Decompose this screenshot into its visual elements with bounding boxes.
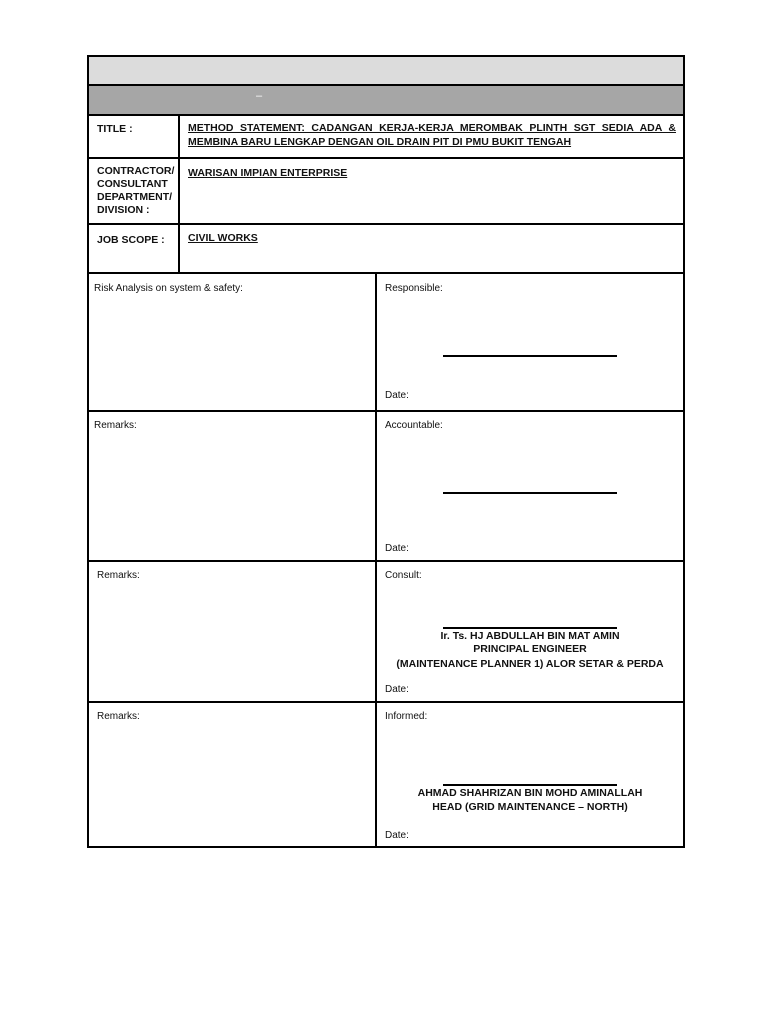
title-value: METHOD STATEMENT: CADANGAN KERJA-KERJA MEROMBAK PLINTH SGT SEDIA ADA & MEMBINA BARU LENGKAP DENGAN OIL DRAIN PIT DI PMU BUKIT TENGAH xyxy=(188,122,676,148)
signature-line xyxy=(443,492,617,494)
responsible-label: Responsible: xyxy=(385,283,443,294)
contractor-value: WARISAN IMPIAN ENTERPRISE xyxy=(188,167,348,179)
title-label: TITLE : xyxy=(97,123,133,135)
remarks-label: Remarks: xyxy=(97,570,140,581)
remarks-label: Remarks: xyxy=(97,711,140,722)
consult-label: Consult: xyxy=(385,570,422,581)
informed-label: Informed: xyxy=(385,711,428,722)
header-band-light xyxy=(89,57,683,86)
date-label: Date: xyxy=(385,684,409,695)
jobscope-value: CIVIL WORKS xyxy=(188,232,258,244)
signature-line xyxy=(443,355,617,357)
consult-unit: (MAINTENANCE PLANNER 1) ALOR SETAR & PERDA xyxy=(396,658,664,670)
header-band-dark xyxy=(89,86,683,116)
divider xyxy=(89,560,683,562)
method-statement-form xyxy=(87,55,685,848)
divider xyxy=(89,410,683,412)
contractor-label: CONTRACTOR/ CONSULTANT DEPARTMENT/ DIVISION : xyxy=(97,165,175,216)
consult-name: Ir. Ts. HJ ABDULLAH BIN MAT AMIN xyxy=(440,630,620,642)
divider xyxy=(178,116,180,272)
divider xyxy=(89,272,683,274)
jobscope-label: JOB SCOPE : xyxy=(97,234,165,246)
header-band-mark: – xyxy=(256,90,263,102)
remarks-label: Remarks: xyxy=(94,420,137,431)
informed-role: HEAD (GRID MAINTENANCE – NORTH) xyxy=(432,801,628,813)
date-label: Date: xyxy=(385,390,409,401)
date-label: Date: xyxy=(385,830,409,841)
divider xyxy=(89,701,683,703)
accountable-label: Accountable: xyxy=(385,420,443,431)
risk-analysis-label: Risk Analysis on system & safety: xyxy=(94,283,243,294)
informed-name: AHMAD SHAHRIZAN BIN MOHD AMINALLAH xyxy=(417,787,643,799)
consult-role: PRINCIPAL ENGINEER xyxy=(473,643,587,655)
date-label: Date: xyxy=(385,543,409,554)
divider xyxy=(375,272,377,846)
